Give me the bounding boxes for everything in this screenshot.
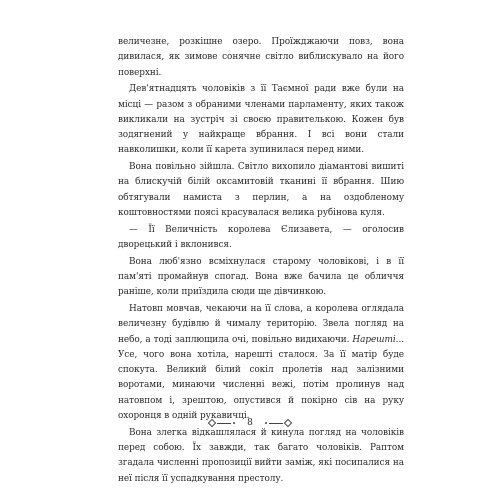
page-footer (0, 418, 500, 428)
left-ornament-icon (207, 420, 237, 426)
paragraph-text: ... Усе, чого вона хотіла, нарешті сталося. За її матір буде спокута. Великий білий сокіл пролетів над залізними воротами, минаючи численні вежі, потім пролинув над натовпом і, зрештою, опустився й покірно сів на руку охоронця в одній рукавичці. (118, 334, 404, 421)
paragraph: величезне, розкішне озеро. Проїжджаючи повз, вона дивилася, як зимове сонячне світло виблискувало на його поверхні. (118, 37, 404, 78)
paragraph: — Її Величність королева Єлизавета, — оголосив дворецький і вклонився. (118, 224, 404, 251)
paragraph: Вона повільно зійшла. Світло вихопило діамантові вишиті на блискучій білій оксамитовій тканині її вбрання. Шию обтягували намиста з перлин, а на оздобленому коштовностями поясі красувалася велика рубінова куля. (118, 162, 404, 218)
right-ornament-icon (263, 420, 293, 426)
paragraph: Дев'ятнадцять чоловіків з її Таємної ради вже були на місці — разом з обраними членами парламенту, яких також викликали на зустріч зі своєю правителькою. Кожен був зодягнений у найкраще вбрання. І всі вони стали навколишки, коли її карета зупинилася перед ними. (118, 84, 404, 156)
paragraph: Вона злегка відкашлялася й кинула погляд на чоловіків перед собою. Їх завжди, так багато чоловіків. Раптом згадала численні пропозиції вийти заміж, які посипалися на неї після її успадкування престолу. (118, 427, 404, 484)
paragraph (118, 302, 404, 424)
page-number: 8 (247, 418, 253, 428)
paragraph: Вона люб'язно всміхнулася старому чоловікові, і в її пам'яті промайнув спогад. Вона вже бачила це обличчя раніше, коли приїздила сюди ще дівчинкою. (118, 256, 404, 298)
italic-text: Нарешті (352, 334, 396, 345)
paragraph-text: Натовп мовчав, чекаючи на її слова, а королева оглядала величезну будівлю й чималу територію. Звела погляд на небо, а тоді заплющила очі, повільно видихаючи. (118, 304, 404, 345)
